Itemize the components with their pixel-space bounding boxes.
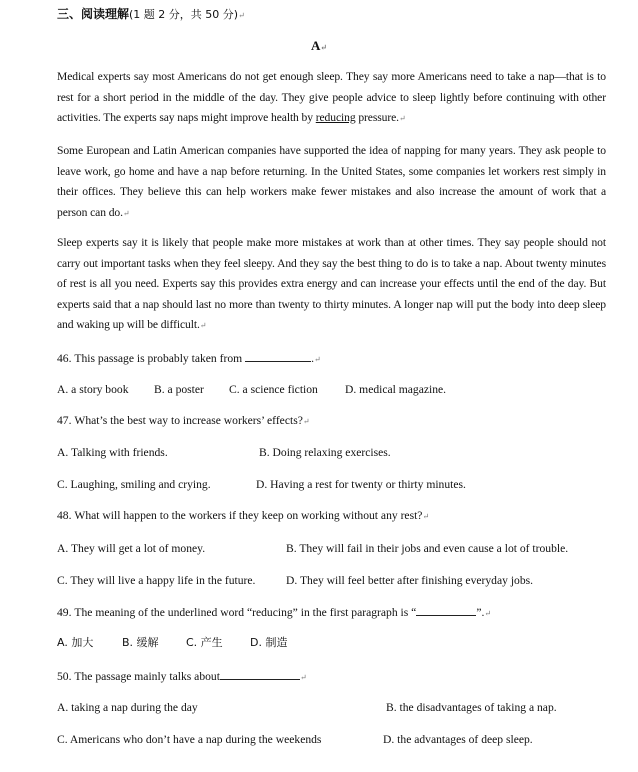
- q48-option-c[interactable]: C. They will live a happy life in the future.: [57, 574, 256, 587]
- q50-option-a[interactable]: A. taking a nap during the day: [57, 701, 198, 714]
- section-heading: 三、阅读理解(1 题 2 分，共 50 分)↵: [57, 7, 245, 21]
- q48-option-a[interactable]: A. They will get a lot of money.: [57, 542, 206, 555]
- q47-option-a[interactable]: A. Talking with friends.: [57, 446, 168, 459]
- q48-option-d[interactable]: D. They will feel better after finishing everyday jobs.: [286, 574, 534, 587]
- question-47: 47. What’s the best way to increase workers’ effects?↵: [57, 414, 310, 427]
- answer-blank[interactable]: [220, 667, 300, 680]
- question-49: 49. The meaning of the underlined word “reducing” in the first paragraph is “ ”.↵: [57, 603, 491, 622]
- q46-option-d[interactable]: D. medical magazine.: [345, 383, 447, 396]
- q49-option-c[interactable]: C. 产生: [186, 636, 223, 649]
- passage-paragraph-3: Sleep experts say it is likely that people make more mistakes at work than at other times. They say people should not carry out important tasks when they feel sleepy. And they say the best thing to do is to take a nap. About twenty minutes of rest is all you need. Experts say this provides extra energy and can increase your effects until the end of the day. But experts said that a nap should last no more than twenty to thirty minutes. A longer nap will put the body into deep sleep and waking up will be difficult.↵: [57, 236, 606, 331]
- answer-blank[interactable]: [416, 603, 476, 616]
- section-score-note: (1 题 2 分，共 50 分): [129, 8, 239, 21]
- passage-label: A↵: [310, 38, 328, 53]
- q50-option-d[interactable]: D. the advantages of deep sleep.: [383, 733, 533, 746]
- question-46: 46. This passage is probably taken from .↵: [57, 349, 321, 368]
- q48-option-b[interactable]: B. They will fail in their jobs and even cause a lot of trouble.: [286, 542, 569, 555]
- q47-option-b[interactable]: B. Doing relaxing exercises.: [259, 446, 391, 459]
- q49-option-d[interactable]: D. 制造: [250, 636, 288, 649]
- passage-paragraph-2: Some European and Latin American companies have supported the idea of napping for many years. They ask people to leave work, go home and have a nap before returning. In the United States, some companies let workers rest simply in their offices. They believe this can help workers make fewer mistakes and also increase the amount of work that a person can do.↵: [57, 144, 606, 219]
- q46-option-c[interactable]: C. a science fiction: [229, 383, 318, 396]
- q49-option-b[interactable]: B. 缓解: [122, 636, 159, 649]
- q46-option-a[interactable]: A. a story book: [57, 383, 129, 396]
- q46-option-b[interactable]: B. a poster: [154, 383, 204, 396]
- q47-option-c[interactable]: C. Laughing, smiling and crying.: [57, 478, 211, 491]
- section-title: 三、阅读理解: [57, 7, 130, 21]
- underlined-word: reducing: [315, 111, 356, 124]
- q50-option-c[interactable]: C. Americans who don’t have a nap during the weekends: [57, 733, 322, 746]
- question-50: 50. The passage mainly talks about ↵: [57, 667, 307, 686]
- question-48: 48. What will happen to the workers if they keep on working without any rest?↵: [57, 509, 430, 522]
- q49-option-a[interactable]: A. 加大: [57, 636, 94, 649]
- q50-option-b[interactable]: B. the disadvantages of taking a nap.: [386, 701, 557, 714]
- q47-option-d[interactable]: D. Having a rest for twenty or thirty minutes.: [256, 478, 466, 491]
- passage-paragraph-1: Medical experts say most Americans do not get enough sleep. They say more Americans need to take a nap—that is to rest for a short period in the middle of the day. They give people advice to sleep lightly before continuing with other activities. The experts say naps might improve health by reducing pressure.↵: [57, 70, 606, 124]
- answer-blank[interactable]: [245, 349, 311, 362]
